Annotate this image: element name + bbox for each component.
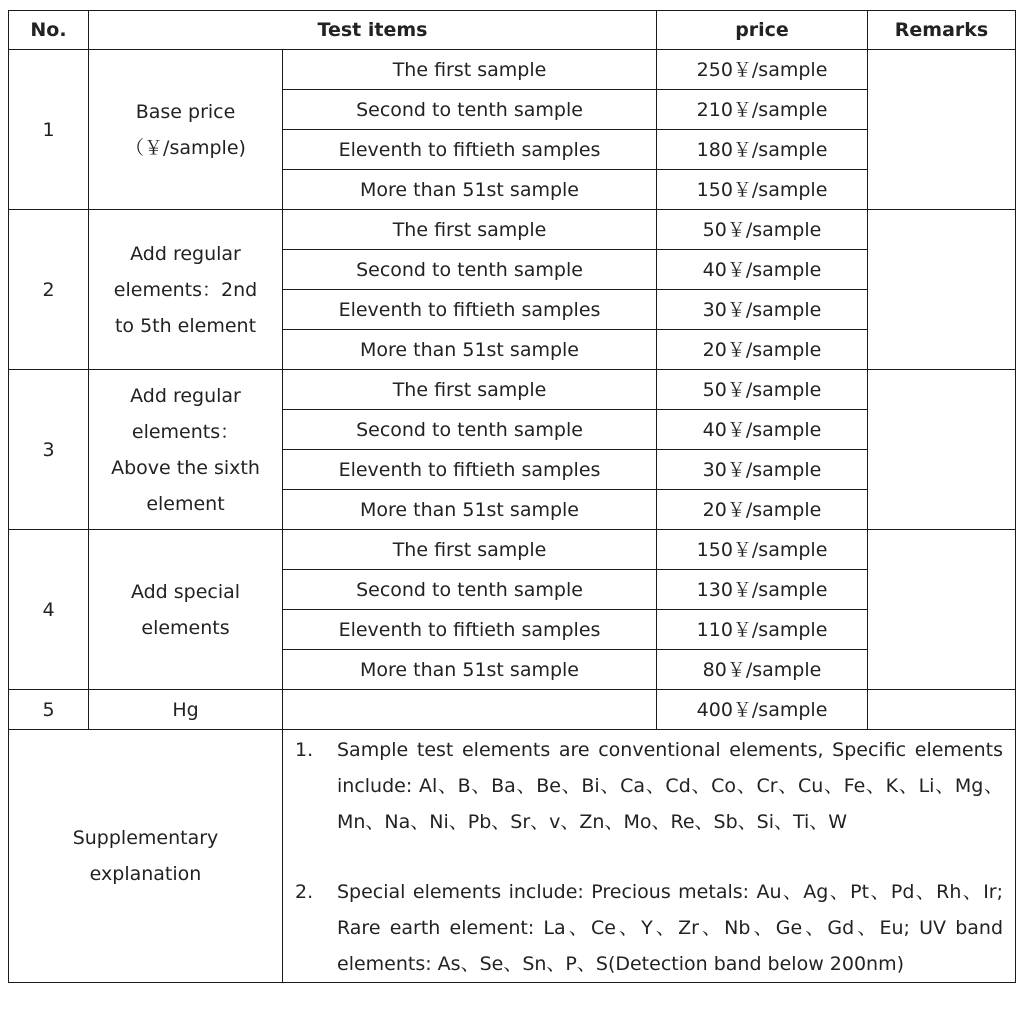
tier-label: More than 51st sample	[283, 650, 657, 690]
category-line: Add regular	[130, 384, 241, 407]
tier-label: More than 51st sample	[283, 330, 657, 370]
category-line: Above the sixth	[111, 456, 260, 479]
tier-label: The first sample	[283, 530, 657, 570]
tier-label-empty	[283, 690, 657, 730]
tier-label: Eleventh to fiftieth samples	[283, 450, 657, 490]
tier-price: 40￥/sample	[657, 410, 868, 450]
category-line: to 5th element	[114, 314, 257, 337]
note-number: 2.	[295, 881, 314, 903]
header-remarks: Remarks	[868, 11, 1016, 50]
notes-list	[295, 732, 1003, 982]
hg-item: Hg	[89, 690, 283, 730]
row-number: 4	[9, 530, 89, 690]
tier-price: 210￥/sample	[657, 90, 868, 130]
table-row-hg	[9, 690, 1016, 730]
tier-price: 30￥/sample	[657, 290, 868, 330]
note-number: 1.	[295, 739, 314, 761]
tier-label: The first sample	[283, 210, 657, 250]
tier-label: Second to tenth sample	[283, 410, 657, 450]
tier-price: 20￥/sample	[657, 330, 868, 370]
category-cell	[89, 210, 283, 370]
tier-price: 30￥/sample	[657, 450, 868, 490]
category-cell	[89, 50, 283, 210]
note-item	[295, 874, 1003, 982]
tier-price: 180￥/sample	[657, 130, 868, 170]
tier-label: Second to tenth sample	[283, 570, 657, 610]
supplementary-label	[9, 730, 283, 983]
tier-price: 110￥/sample	[657, 610, 868, 650]
tier-label: Eleventh to fiftieth samples	[283, 610, 657, 650]
supplementary-row	[9, 730, 1016, 983]
tier-price: 20￥/sample	[657, 490, 868, 530]
remarks-cell	[868, 530, 1016, 690]
tier-label: The first sample	[283, 370, 657, 410]
category-line: elements：2nd	[113, 278, 258, 301]
tier-label: Eleventh to fiftieth samples	[283, 290, 657, 330]
tier-label: Second to tenth sample	[283, 250, 657, 290]
supplementary-label-line: Supplementary	[72, 827, 219, 849]
category-line: （￥/sample)	[125, 136, 246, 159]
table-row	[9, 370, 1016, 410]
tier-price: 150￥/sample	[657, 530, 868, 570]
tier-price: 50￥/sample	[657, 370, 868, 410]
hg-price: 400￥/sample	[657, 690, 868, 730]
category-line: Base price	[135, 100, 236, 123]
tier-label: More than 51st sample	[283, 170, 657, 210]
tier-label: Eleventh to fiftieth samples	[283, 130, 657, 170]
note-item	[295, 732, 1003, 840]
header-row	[9, 11, 1016, 50]
row-number: 1	[9, 50, 89, 210]
table-row	[9, 530, 1016, 570]
tier-price: 50￥/sample	[657, 210, 868, 250]
category-line: Add regular	[130, 242, 241, 265]
header-price: price	[657, 11, 868, 50]
remarks-cell	[868, 210, 1016, 370]
remarks-cell	[868, 690, 1016, 730]
tier-label: Second to tenth sample	[283, 90, 657, 130]
tier-label: More than 51st sample	[283, 490, 657, 530]
header-no: No.	[9, 11, 89, 50]
category-line: elements：	[131, 420, 240, 443]
category-line: element	[146, 492, 225, 515]
row-number: 5	[9, 690, 89, 730]
note-text: Sample test elements are conventional elements, Specific elements include: Al、B、Ba、Be、Bi、Ca、Cd、Co、Cr、Cu、Fe、K、Li、Mg、Mn、Na、Ni、Pb、Sr、v、Zn、Mo、Re、Sb、Si、Ti、W	[337, 739, 1004, 833]
category-cell	[89, 370, 283, 530]
remarks-cell	[868, 50, 1016, 210]
category-line: elements	[141, 616, 230, 639]
tier-price: 130￥/sample	[657, 570, 868, 610]
note-text: Special elements include: Precious metals: Au、Ag、Pt、Pd、Rh、Ir; Rare earth element: La、Ce、Y、Zr、Nb、Ge、Gd、Eu; UV band elements: As、Se、Sn、P、S(Detection band below 200nm)	[337, 881, 1004, 975]
row-number: 2	[9, 210, 89, 370]
supplementary-notes	[283, 730, 1016, 983]
tier-price: 80￥/sample	[657, 650, 868, 690]
pricing-table	[8, 10, 1016, 983]
category-cell	[89, 530, 283, 690]
category-line: Add special	[130, 580, 241, 603]
header-test-items: Test items	[89, 11, 657, 50]
row-number: 3	[9, 370, 89, 530]
supplementary-label-line: explanation	[89, 863, 202, 885]
table-row	[9, 50, 1016, 90]
tier-price: 150￥/sample	[657, 170, 868, 210]
remarks-cell	[868, 370, 1016, 530]
tier-price: 40￥/sample	[657, 250, 868, 290]
tier-price: 250￥/sample	[657, 50, 868, 90]
table-row	[9, 210, 1016, 250]
tier-label: The first sample	[283, 50, 657, 90]
